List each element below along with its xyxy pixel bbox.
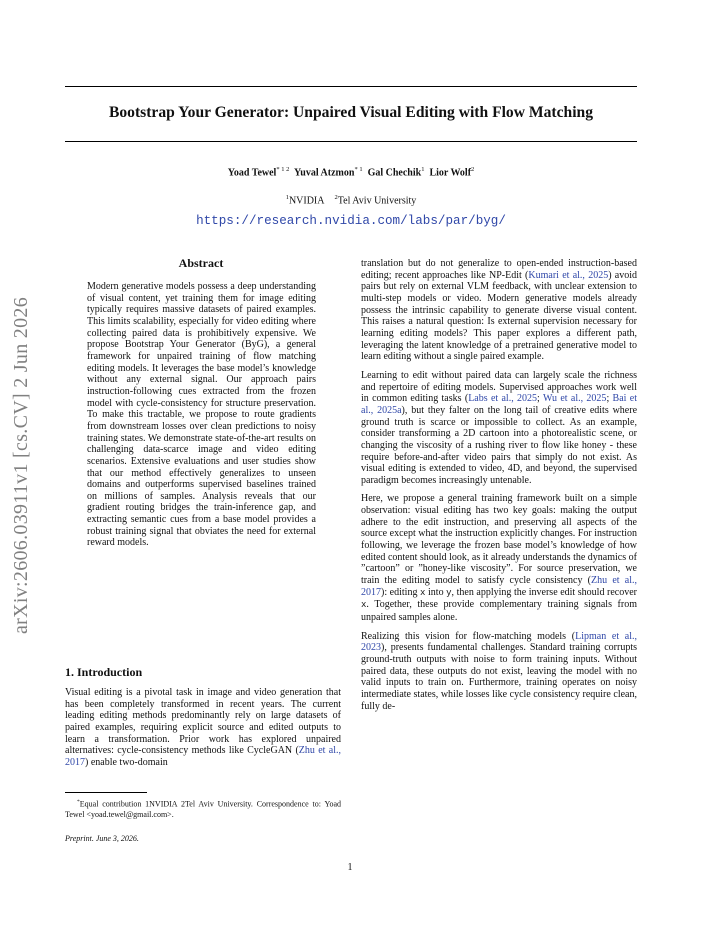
body-paragraph: Realizing this vision for flow-matching models (Lipman et al., 2023), presents fundamental challenges. Standard training corrupts ground-truth outputs with noise to form training inputs. Without paired data, these outputs do not exist, leaving the model with no valid inputs to train on. Furthermore, training operates on noisy intermediate states, while losses like cycle consistency require clean, fully de- [361,630,638,712]
page-number: 1 [347,862,353,873]
citation-link[interactable]: Lipman et al., 2023 [361,630,638,654]
affil-name: NVIDIA [288,195,325,207]
author-list [65,166,637,178]
intro-paragraph: Visual editing is a pivotal task in image and video generation that has been completely transformed in recent years. The current leading editing methods predominantly rely on large datasets of paired examples, requiring explicit source and edited outputs to learn a transformation. Prior work has explored unpaired alternatives: cycle-consistency methods like CycleGAN (Zhu et al., 2017) enable two-domain [65,687,341,768]
math-var: x [361,600,367,611]
footnote-rule [65,792,147,793]
math-var: x [420,587,426,598]
title-bottom-rule [65,141,637,142]
citation-link[interactable]: Bai et al., 2025a [361,393,637,416]
author-affil-mark: 2 [471,166,475,173]
affil-mark: 1 [285,194,289,201]
affiliations [65,194,637,206]
arxiv-side-stamp [2,265,40,665]
title-top-rule [65,86,637,87]
abstract-text: Modern generative models possess a deep understanding of visual content, yet training them for image editing typically requires massive datasets of paired examples. This limits scalability, especially for video editing where collecting paired data is prohibitively expensive. We propose Bootstrap Your Generator (ByG), a general framework for unpaired training of flow matching editing models. It leverages the base model’s knowledge without any external signal. Our approach pairs instruction-following cues extracted from the frozen model with cycle-consistency for structure preservation. To make this tractable, we propose to route gradients from downstream losses over clean predictions to noisy training states. We demonstrate state-of-the-art results on challenging data-scarce image and video editing scenarios. Extensive evaluations and user studies show that our method effectively generalizes to unseen domains and outperforms supervised baselines trained on millions of samples. Analysis reveals that our gradient routing bridges the train-inference gap, and extracting semantic cues from a base model provides a robust training signal that obviates the need for external reward models. [87,281,316,549]
intro-body [65,687,341,776]
paper-title: Bootstrap Your Generator: Unpaired Visual Editing with Flow Matching [108,104,593,121]
citation-link[interactable]: Wu et al., 2025 [542,393,607,405]
footnote: *Equal contribution 1NVIDIA 2Tel Aviv University. Correspondence to: Yoad Tewel <yoad.tewel@gmail.com>. [65,799,341,819]
body-paragraph: Learning to edit without paired data can largely scale the richness and repertoire of editing models. Supervised approaches work well in common editing tasks (Labs et al., 2025; Wu et al., 2025; Bai et al., 2025a), but they falter on the long tail of creative edits where ground truth is scarce or impossible to collect. As an example, consider transforming a 2D cartoon into a photorealistic scene, or changing the viscosity of a rushing river to flow like honey - these require before-and-after video pairs that simply do not exist. As visual editing is extended to video, 4D, and beyond, the supervised paradigm becomes increasingly untenable. [361,369,638,486]
citation-link[interactable]: Kumari et al., 2025 [528,269,609,281]
affil-mark: 2 [334,194,338,201]
abstract-body [87,281,316,556]
affil-name: Tel Aviv University [337,195,417,207]
author-name: Lior Wolf [429,167,472,179]
intro-heading: 1. Introduction [65,665,143,679]
body-paragraph: translation but do not generalize to open-ended instruction-based editing; recent approaches like NP-Edit (Kumari et al., 2025) avoid pairs but rely on external VLM feedback, with unclear extension to multi-step models or video. Modern generative models already possess the intrinsic capability to generate diverse visual content. This raises a natural question: Is external supervision necessary for learning editing models? This paper explores a different path, leveraging the latent knowledge of a pretrained generative model to learn editing without a single paired example. [361,258,638,363]
project-url-link[interactable]: https://research.nvidia.com/labs/par/byg/ [196,214,506,228]
author-name: Yoad Tewel [227,167,277,179]
citation-link[interactable]: Zhu et al., 2017 [65,745,341,768]
abstract-heading: Abstract [178,256,224,270]
author-name: Gal Chechik [367,167,422,179]
preprint-date: Preprint. June 3, 2026. [65,834,139,843]
arxiv-id: arXiv:2606.03911v1 [cs.CV] 2 Jun 2026 [9,296,32,634]
author-affil-mark: * 1 [354,166,363,173]
author-affil-mark: * 1 2 [276,166,290,173]
author-name: Yuval Atzmon [293,167,355,179]
citation-link[interactable]: Zhu et al., 2017 [361,575,637,598]
author-affil-mark: 1 [421,166,425,173]
citation-link[interactable]: Labs et al., 2025 [468,393,538,405]
body-paragraph: Here, we propose a general training framework built on a simple observation: visual editing has two key goals: making the output adhere to the edit instruction, and preserving all aspects of the source except what the instruction explicitly changes. For instruction following, we leverage the frozen base model’s knowledge of how edited content should look, as it already understands the dynamics of ”cartoon” or ”honey-like viscosity”. For source preservation, we train the editing model to satisfy cycle consistency (Zhu et al., 2017): editing x into y, then applying the inverse edit should recover x. Together, these provide complementary training signals from unpaired samples alone. [361,493,637,624]
math-var: y [446,587,452,598]
right-column [361,258,637,719]
